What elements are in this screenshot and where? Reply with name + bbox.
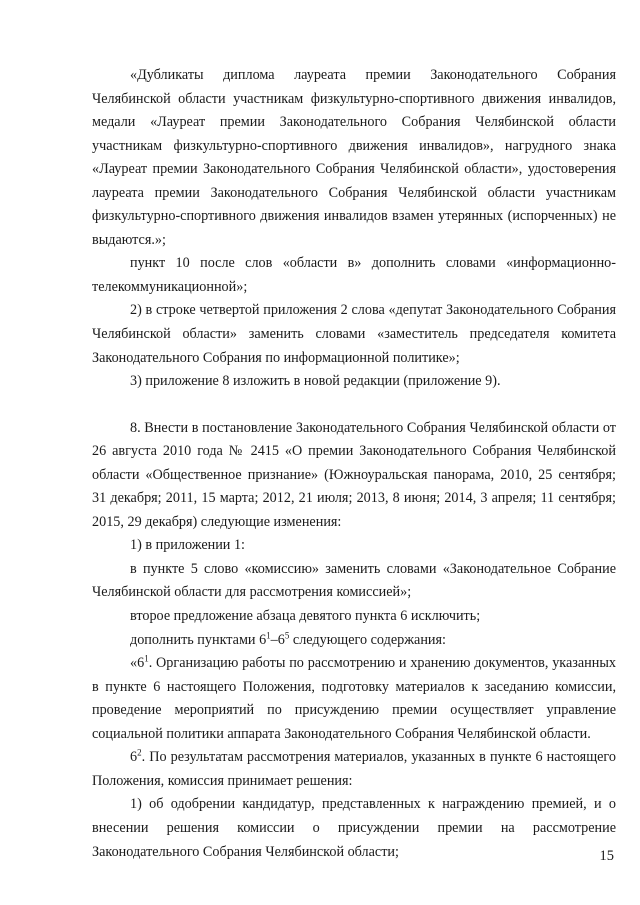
paragraph-point-6-sentence: второе предложение абзаца девятого пункта 6 исключить; <box>130 608 481 625</box>
paragraph-appendix-1: 1) в приложении 1: <box>130 537 245 554</box>
paragraph-gap <box>92 394 616 417</box>
point-6-2-text: . По результатам рассмотрения материалов, указанных в пункте 6 настоящего Положения, комиссия принимает решения: <box>92 749 616 789</box>
paragraph-point-6-2 <box>92 746 616 793</box>
point-6-2-num: 6 <box>130 749 138 766</box>
point-6-1-text: . Организацию работы по рассмотрению и хранению документов, указанных в пункте 6 настоящего Положения, подготовку материалов к заседанию комиссии, проведение мероприятий по присуждению премии осуществляет управление социальной политики аппарата Законодательного Собрания Челябинской области. <box>92 655 616 742</box>
paragraph-appendix-8: 3) приложение 8 изложить в новой редакции (приложение 9). <box>130 373 501 390</box>
point-6-1-num: «6 <box>130 655 145 672</box>
add-points-text-a: дополнить пунктами 6 <box>130 631 267 648</box>
paragraph-point-6-1 <box>92 652 616 746</box>
document-body <box>92 64 616 864</box>
point-6-2-sup: 2 <box>137 747 142 758</box>
paragraph-point-5: в пункте 5 слово «комиссию» заменить словами «Законодательное Собрание Челябинской области для рассмотрения комиссией»; <box>92 560 616 601</box>
paragraph-item-8: 8. Внести в постановление Законодательного Собрания Челябинской области от 26 августа 2010 года № 2415 «О премии Законодательного Собрания Челябинской области «Общественное признание» (Южноуральская панорама, 2010, 25 сентября; 31 декабря; 2011, 15 марта; 2012, 21 июля; 2013, 8 июня; 2014, 3 апреля; 11 сентября; 2015, 29 декабря) следующие изменения: <box>92 419 616 530</box>
paragraph-duplicates: «Дубликаты диплома лауреата премии Законодательного Собрания Челябинской области участникам физкультурно-спортивного движения инвалидов, медали «Лауреат премии Законодательного Собрания Челябинской области участникам физкультурно-спортивного движения инвалидов», нагрудного знака «Лауреат премии Законодательного Собрания Челябинской области», удостоверения лауреата премии Законодательного Собрания Челябинской области участникам физкультурно-спортивного движения инвалидов взамен утерянных (испорченных) не выдаются.»; <box>92 67 616 248</box>
page-number: 15 <box>599 848 614 864</box>
add-points-sup-1: 1 <box>266 629 271 640</box>
point-6-1-sup: 1 <box>144 653 149 664</box>
paragraph-add-points <box>92 629 616 653</box>
paragraph-appendix-2: 2) в строке четвертой приложения 2 слова «депутат Законодательного Собрания Челябинской области» заменить словами «заместитель председателя комитета Законодательного Собрания по информационной политике»; <box>92 302 616 366</box>
add-points-text-b: следующего содержания: <box>289 631 446 648</box>
paragraph-decision-1: 1) об одобрении кандидатур, представленных к награждению премией, и о внесении решения комиссии о присуждении премии на рассмотрение Законодательного Собрания Челябинской области; <box>92 796 616 860</box>
paragraph-point-10: пункт 10 после слов «области в» дополнить словами «информационно-телекоммуникационной»; <box>92 255 616 295</box>
add-points-sup-2: 5 <box>284 629 290 640</box>
add-points-text-mid: –6 <box>270 631 285 648</box>
